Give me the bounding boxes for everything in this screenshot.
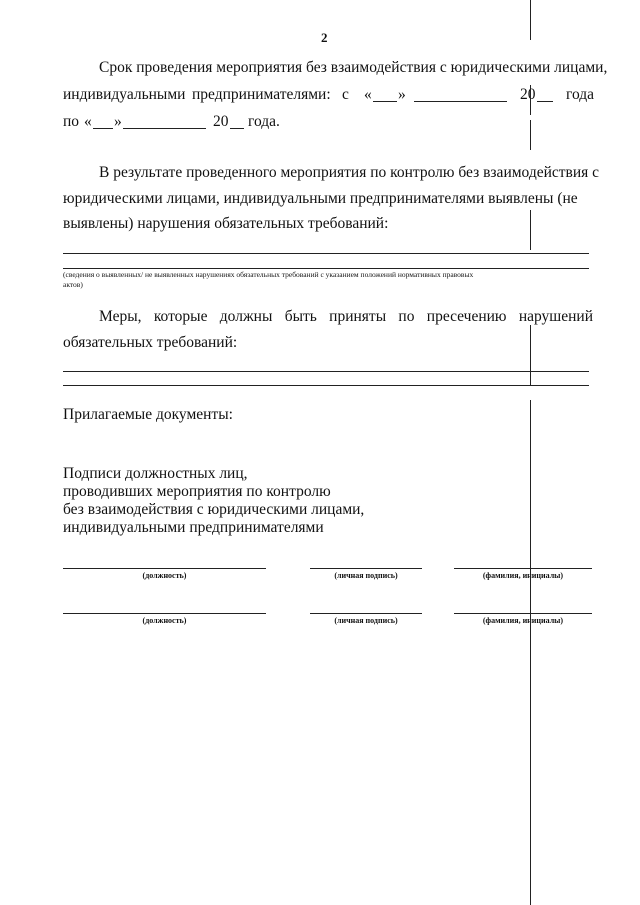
period-from: с xyxy=(342,86,349,103)
scan-artifact-line-3 xyxy=(530,120,531,150)
position-line-1 xyxy=(63,568,266,569)
quote-close-2: » xyxy=(114,113,122,130)
name-caption-1: (фамилия, инициалы) xyxy=(482,571,564,580)
scan-artifact-line-2 xyxy=(530,85,531,115)
scan-artifact-line-1 xyxy=(530,0,531,40)
measures-word-4: быть xyxy=(284,308,317,325)
signature-caption-2: (личная подпись) xyxy=(334,616,398,625)
signature-line-2 xyxy=(310,613,422,614)
year-suffix-2: года. xyxy=(248,113,280,130)
quote-close: » xyxy=(398,86,406,103)
year-prefix: 20 xyxy=(520,86,536,103)
measures-input-line-2 xyxy=(63,385,589,386)
measures-word-6: по xyxy=(398,308,415,325)
measures-word-5: приняты xyxy=(329,308,387,325)
measures-word-8: нарушений xyxy=(518,308,593,325)
measures-input-line-1 xyxy=(63,371,589,372)
name-line-2 xyxy=(454,613,592,614)
period-line-2-word-1: индивидуальными xyxy=(63,86,186,103)
quote-open-2: « xyxy=(84,113,92,130)
signatures-heading-line-3: без взаимодействия с юридическими лицами, xyxy=(63,501,365,518)
quote-open: « xyxy=(364,86,372,103)
signatures-heading-line-4: индивидуальными предпринимателями xyxy=(63,519,324,536)
period-to: по xyxy=(63,113,80,130)
day-blank-2 xyxy=(93,128,113,129)
month-blank-2 xyxy=(123,128,206,129)
result-line-2: юридическими лицами, индивидуальными предпринимателями выявлены (не xyxy=(63,190,578,207)
signatures-heading-line-2: проводивших мероприятия по контролю xyxy=(63,483,331,500)
measures-word-1: Меры, xyxy=(99,308,142,325)
measures-line-2: обязательных требований: xyxy=(63,334,238,351)
result-input-line-1 xyxy=(63,253,589,254)
signature-line-1 xyxy=(310,568,422,569)
result-input-line-2 xyxy=(63,268,589,269)
year-blank-2 xyxy=(230,128,244,129)
result-note-2: актов) xyxy=(63,280,83,289)
attachments-label: Прилагаемые документы: xyxy=(63,406,233,423)
position-line-2 xyxy=(63,613,266,614)
name-line-1 xyxy=(454,568,592,569)
measures-line-1 xyxy=(99,307,593,327)
result-line-3: выявлены) нарушения обязательных требований: xyxy=(63,215,389,232)
position-caption-2: (должность) xyxy=(142,616,187,625)
scan-artifact-line-4 xyxy=(530,210,531,250)
period-line-2-word-2: предпринимателями: xyxy=(192,86,331,103)
result-line-1: В результате проведенного мероприятия по контролю без взаимодействия с xyxy=(99,164,600,181)
measures-word-2: которые xyxy=(153,308,208,325)
year-prefix-2: 20 xyxy=(213,113,229,130)
year-blank xyxy=(537,101,553,102)
scan-artifact-line-5 xyxy=(530,325,531,385)
signature-caption-1: (личная подпись) xyxy=(334,571,398,580)
position-caption-1: (должность) xyxy=(142,571,187,580)
period-line-1: Срок проведения мероприятия без взаимодействия с юридическими лицами, xyxy=(99,59,608,76)
signatures-heading-line-1: Подписи должностных лиц, xyxy=(63,465,248,482)
day-blank xyxy=(373,101,397,102)
result-note-1: (сведения о выявленных/ не выявленных нарушениях обязательных требований с указанием положений нормативных правовых xyxy=(63,270,474,279)
measures-word-7: пресечению xyxy=(426,308,507,325)
month-blank xyxy=(414,101,507,102)
scan-artifact-line-6 xyxy=(530,400,531,905)
name-caption-2: (фамилия, инициалы) xyxy=(482,616,564,625)
measures-word-3: должны xyxy=(219,308,273,325)
signatures-heading xyxy=(63,465,364,537)
page-number: 2 xyxy=(321,30,328,45)
year-suffix: года xyxy=(566,86,595,103)
